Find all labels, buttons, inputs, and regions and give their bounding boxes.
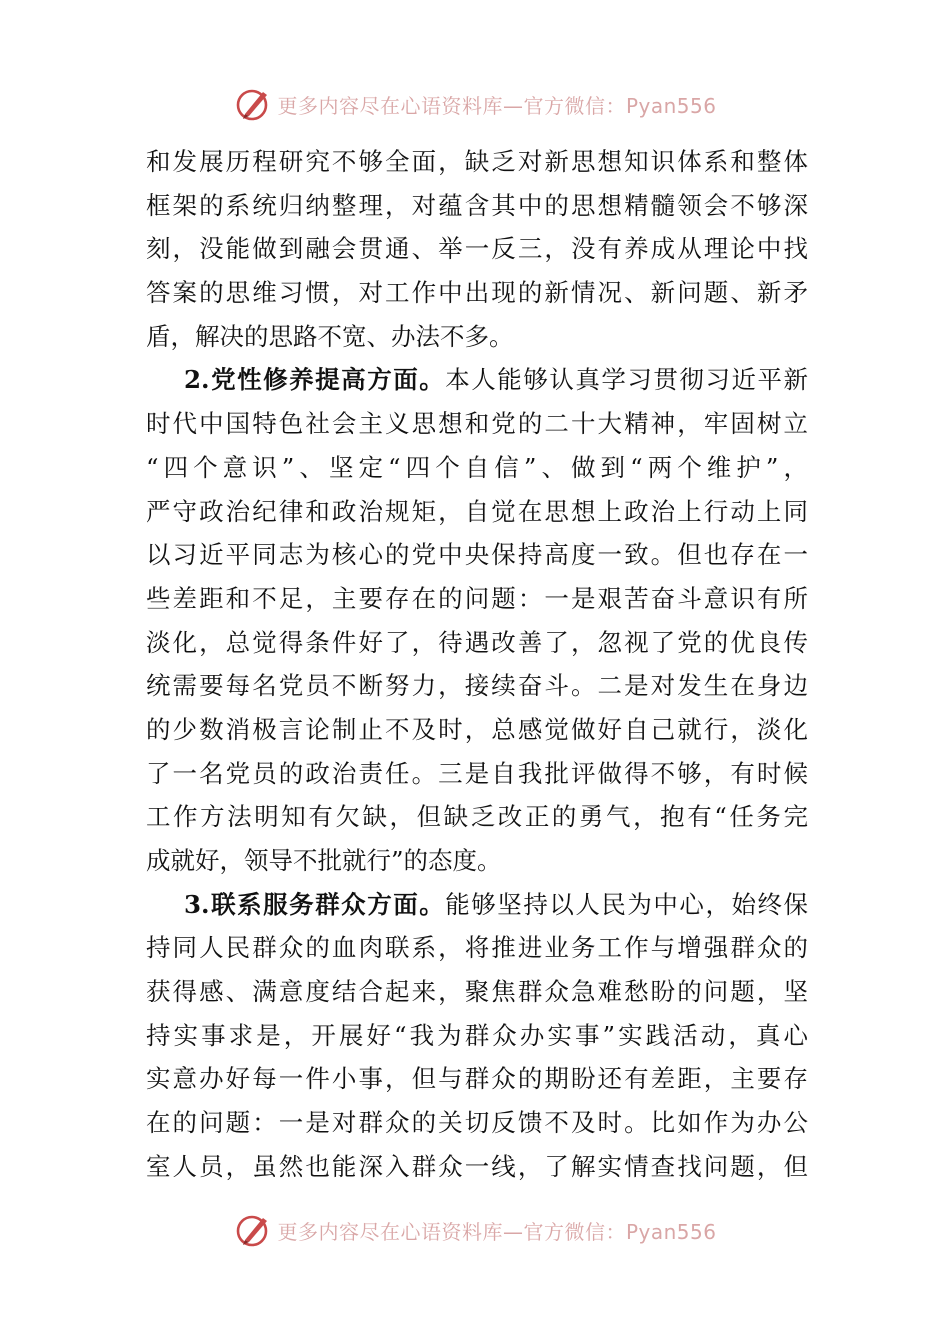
paragraph-party-spirit (146, 358, 808, 882)
text-line: 了一名党员的政治责任。三是自我批评做得不够，有时候 (146, 758, 808, 788)
text-line: 严守政治纪律和政治规矩，自觉在思想上政治上行动上同 (146, 496, 808, 526)
text-line: 时代中国特色社会主义思想和党的二十大精神，牢固树立 (146, 409, 808, 439)
text-line: “四个意识”、坚定“四个自信”、做到“两个维护”， (146, 452, 808, 482)
text-line: 实意办好每一件小事，但与群众的期盼还有差距，主要存 (146, 1064, 808, 1094)
text-line: 淡化，总觉得条件好了，待遇改善了，忽视了党的优良传 (146, 627, 808, 657)
watermark-text: 更多内容尽在心语资料库—官方微信：Pyan556 (277, 93, 717, 118)
text-line: 统需要每名党员不断努力，接续奋斗。二是对发生在身边 (146, 671, 808, 701)
text-line: 成就好，领导不批就行”的态度。 (146, 846, 502, 875)
text-line (146, 358, 808, 402)
text-line: 以习近平同志为核心的党中央保持高度一致。但也存在一 (146, 540, 808, 570)
text-line: 刻，没能做到融会贯通、举一反三，没有养成从理论中找 (146, 234, 808, 264)
watermark-footer (0, 1210, 950, 1250)
section-heading: 2.党性修养提高方面。 (184, 365, 446, 395)
text-line: 获得感、满意度结合起来，聚焦群众急难愁盼的问题，坚 (146, 977, 808, 1007)
text-line: 答案的思维习惯，对工作中出现的新情况、新问题、新矛 (146, 278, 808, 308)
text-line: 在的问题：一是对群众的关切反馈不及时。比如作为办公 (146, 1108, 808, 1138)
text-line: 室人员，虽然也能深入群众一线，了解实情查找问题，但 (146, 1151, 808, 1181)
text-line (146, 883, 808, 927)
watermark-header (0, 84, 950, 124)
text-run: 能够坚持以人民为中心，始终保 (445, 889, 808, 919)
text-line: 盾，解决的思路不宽、办法不多。 (146, 321, 514, 351)
text-line: 持实事求是，开展好“我为群众办实事”实践活动，真心 (146, 1020, 808, 1050)
pen-logo-icon (233, 1210, 273, 1250)
paragraph-continuation (146, 140, 808, 358)
text-line: 框架的系统归纳整理，对蕴含其中的思想精髓领会不够深 (146, 190, 808, 220)
text-line: 的少数消极言论制止不及时，总感觉做好自己就行，淡化 (146, 714, 808, 744)
watermark-text: 更多内容尽在心语资料库—官方微信：Pyan556 (277, 1219, 717, 1244)
text-line: 和发展历程研究不够全面，缺乏对新思想知识体系和整体 (146, 147, 808, 176)
pen-logo-icon (233, 84, 273, 124)
text-line: 些差距和不足，主要存在的问题：一是艰苦奋斗意识有所 (146, 583, 808, 613)
text-line: 工作方法明知有欠缺，但缺乏改正的勇气，抱有“任务完 (146, 802, 808, 832)
paragraph-serve-masses (146, 883, 808, 1189)
text-line: 持同人民群众的血肉联系，将推进业务工作与增强群众的 (146, 933, 808, 963)
text-run: 本人能够认真学习贯彻习近平新 (445, 365, 808, 395)
section-heading: 3.联系服务群众方面。 (184, 889, 446, 919)
document-body (146, 140, 808, 1189)
